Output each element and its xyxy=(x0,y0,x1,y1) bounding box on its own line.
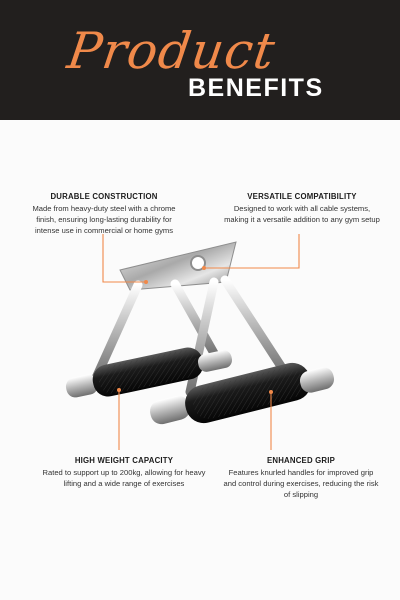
feature-durable-construction xyxy=(30,191,178,236)
feature-description: Features knurled handles for improved grip and control during exercises, reducing the risk of slipping xyxy=(223,468,379,499)
feature-description: Designed to work with all cable systems, making it a versatile addition to any gym setup xyxy=(224,204,380,224)
feature-versatile-compatibility xyxy=(222,191,382,225)
feature-title: VERSATILE COMPATIBILITY xyxy=(247,192,357,201)
feature-title: HIGH WEIGHT CAPACITY xyxy=(74,456,174,465)
feature-high-weight-capacity xyxy=(40,455,208,489)
title-script: Product xyxy=(63,22,280,80)
feature-title: DURABLE CONSTRUCTION xyxy=(50,192,158,201)
feature-title: ENHANCED GRIP xyxy=(266,456,335,465)
feature-description: Rated to support up to 200kg, allowing for heavy lifting and a wide range of exercises xyxy=(42,468,206,488)
feature-enhanced-grip xyxy=(222,455,380,500)
title-bold: BENEFITS xyxy=(188,74,324,102)
feature-description: Made from heavy-duty steel with a chrome finish, ensuring long-lasting durability for intense use in commercial or home gyms xyxy=(32,204,176,235)
